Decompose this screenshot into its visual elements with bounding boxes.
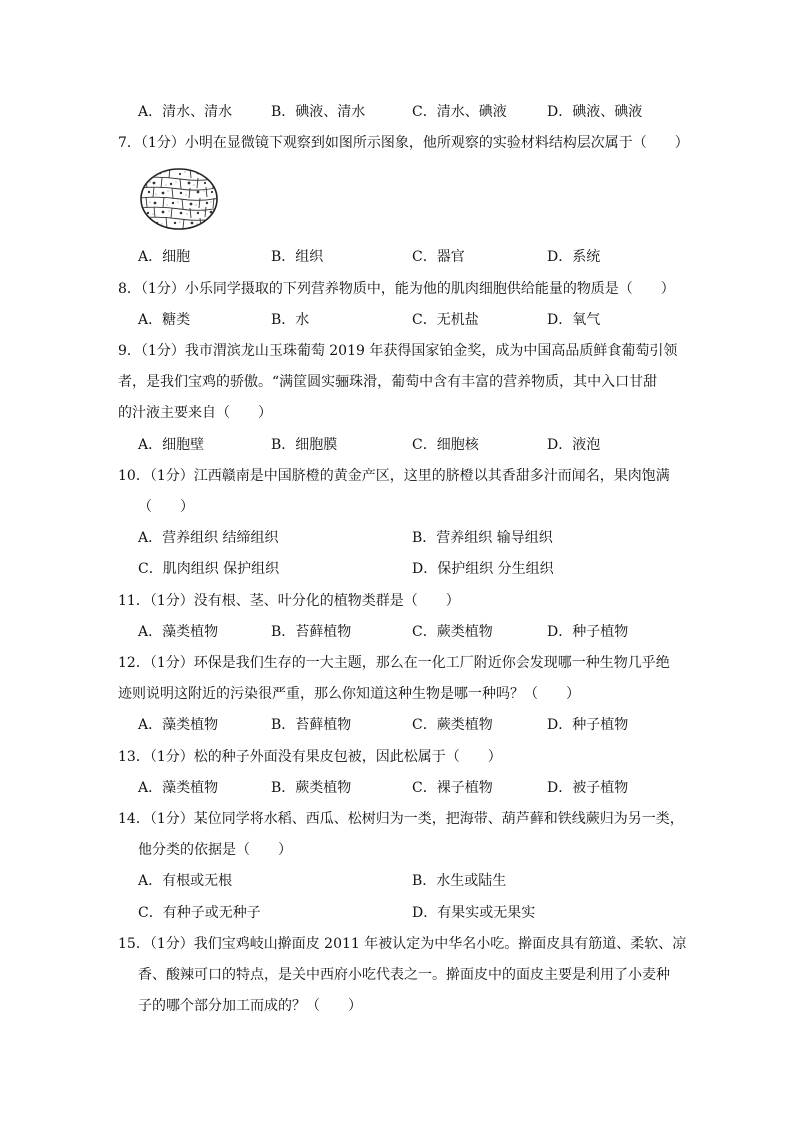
q11-option-b[interactable]: B．苔藓植物 xyxy=(271,624,352,640)
q10-stem-line-1: 10．（1分）江西赣南是中国脐橙的黄金产区，这里的脐橙以其香甜多汁而闻名，果肉饱满 xyxy=(118,468,670,484)
q9-option-a[interactable]: A．细胞壁 xyxy=(138,437,205,453)
q9-stem-line-3: 的汁液主要来自（ ） xyxy=(118,405,272,421)
q11-option-a[interactable]: A．藻类植物 xyxy=(138,624,219,640)
q14-stem-line-1: 14．（1分）某位同学将水稻、西瓜、松树归为一类，把海带、葫芦藓和铁线蕨归为另一类， xyxy=(118,811,684,827)
q14-option-a[interactable]: A．有根或无根 xyxy=(138,873,233,889)
q14-option-c[interactable]: C．有种子或无种子 xyxy=(138,905,261,921)
q12-option-b[interactable]: B．苔藓植物 xyxy=(271,717,352,733)
q8-option-b[interactable]: B．水 xyxy=(271,312,310,328)
q6-option-b[interactable]: B．碘液、清水 xyxy=(271,104,366,120)
q7-option-a[interactable]: A．细胞 xyxy=(138,249,191,265)
q10-option-c[interactable]: C．肌肉组织 保护组织 xyxy=(138,561,280,577)
q12-option-d[interactable]: D．种子植物 xyxy=(547,717,629,733)
q10-option-a[interactable]: A．营养组织 结缔组织 xyxy=(138,530,279,546)
q7-option-c[interactable]: C．器官 xyxy=(412,249,465,265)
q14-option-d[interactable]: D．有果实或无果实 xyxy=(412,905,536,921)
q9-stem-line-1: 9．（1分）我市渭滨龙山玉珠葡萄 2019 年获得国家铂金奖，成为中国高品质鲜食葡萄引领 xyxy=(118,343,678,359)
q9-option-b[interactable]: B．细胞膜 xyxy=(271,437,338,453)
q12-stem-line-1: 12．（1分）环保是我们生存的一大主题，那么在一化工厂附近你会发现哪一种生物几乎绝 xyxy=(118,655,670,671)
q13-option-a[interactable]: A．藻类植物 xyxy=(138,780,219,796)
q6-option-a[interactable]: A．清水、清水 xyxy=(138,104,233,120)
q9-option-c[interactable]: C．细胞核 xyxy=(412,437,479,453)
q7-stem: 7．（1分）小明在显微镜下观察到如图所示图象，他所观察的实验材料结构层次属于（ ） xyxy=(118,135,689,151)
q10-option-b[interactable]: B．营养组织 输导组织 xyxy=(412,530,553,546)
q15-stem-line-1: 15．（1分）我们宝鸡岐山擀面皮 2011 年被认定为中华名小吃。擀面皮具有筋道、柔软、凉 xyxy=(118,936,687,952)
q13-option-c[interactable]: C．裸子植物 xyxy=(412,780,493,796)
q12-option-c[interactable]: C．蕨类植物 xyxy=(412,717,493,733)
q9-option-d[interactable]: D．液泡 xyxy=(547,437,601,453)
q14-option-b[interactable]: B．水生或陆生 xyxy=(412,873,507,889)
q13-option-d[interactable]: D．被子植物 xyxy=(547,780,629,796)
q8-option-c[interactable]: C．无机盐 xyxy=(412,312,479,328)
q12-option-a[interactable]: A．藻类植物 xyxy=(138,717,219,733)
q13-stem: 13．（1分）松的种子外面没有果皮包被，因此松属于（ ） xyxy=(118,749,502,765)
q11-option-c[interactable]: C．蕨类植物 xyxy=(412,624,493,640)
q15-stem-line-3: 子的哪个部分加工而成的？（ ） xyxy=(138,998,362,1014)
q15-stem-line-2: 香、酸辣可口的特点，是关中西府小吃代表之一。擀面皮中的面皮主要是利用了小麦种 xyxy=(138,967,670,983)
q8-option-a[interactable]: A．糖类 xyxy=(138,312,191,328)
q9-stem-line-2: 者，是我们宝鸡的骄傲。“满筐圆实骊珠滑，葡萄中含有丰富的营养物质，其中入口甘甜 xyxy=(118,374,658,390)
microscope-cell-figure xyxy=(140,168,218,230)
q14-stem-line-2: 他分类的依据是（ ） xyxy=(138,842,292,858)
q10-stem-line-2: （ ） xyxy=(138,499,194,515)
q10-option-d[interactable]: D．保护组织 分生组织 xyxy=(412,561,554,577)
q11-option-d[interactable]: D．种子植物 xyxy=(547,624,629,640)
q7-option-b[interactable]: B．组织 xyxy=(271,249,324,265)
q8-stem: 8．（1分）小乐同学摄取的下列营养物质中，能为他的肌肉细胞供给能量的物质是（ ） xyxy=(118,281,675,297)
q6-option-c[interactable]: C．清水、碘液 xyxy=(412,104,507,120)
q6-option-d[interactable]: D．碘液、碘液 xyxy=(547,104,643,120)
q13-option-b[interactable]: B．蕨类植物 xyxy=(271,780,352,796)
q7-option-d[interactable]: D．系统 xyxy=(547,249,601,265)
q8-option-d[interactable]: D．氧气 xyxy=(547,312,601,328)
q11-stem: 11．（1分）没有根、茎、叶分化的植物类群是（ ） xyxy=(118,593,460,609)
q12-stem-line-2: 迹则说明这附近的污染很严重，那么你知道这种生物是哪一种吗？（ ） xyxy=(118,686,580,702)
